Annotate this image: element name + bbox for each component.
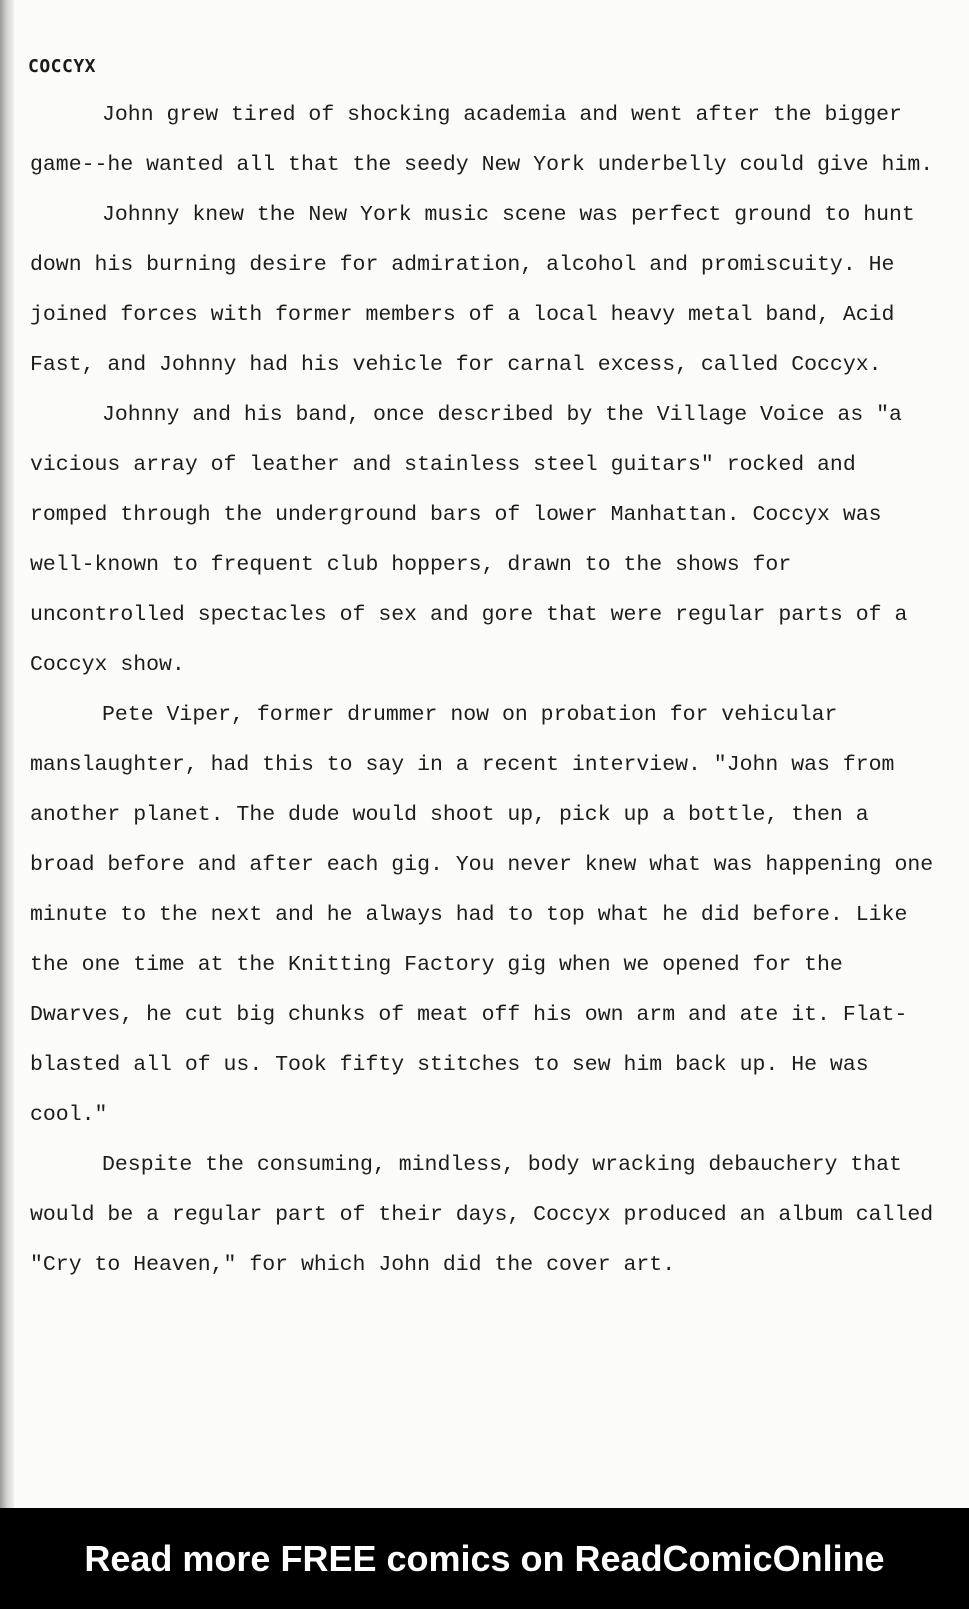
paragraph: Pete Viper, former drummer now on probation for vehicular manslaughter, had this to say in a recent interview. "John was from another planet. The dude would shoot up, pick up a bottle, then a broad before and after each gig. You never knew what was happening one minute to the next and he always had to top what he did before. Like the one time at the Knitting Factory gig when we opened for the Dwarves, he cut big chunks of meat off his own arm and ate it. Flat-blasted all of us. Took fifty stitches to sew him back up. He was cool." (30, 703, 934, 1127)
paragraph: John grew tired of shocking academia and went after the bigger game--he wanted all that the seedy New York underbelly could give him. (30, 103, 934, 177)
page-binding-shadow (0, 0, 14, 1508)
section-heading: COCCYX (28, 56, 97, 77)
promo-banner[interactable] (0, 1508, 969, 1609)
promo-banner-link[interactable]: Read more FREE comics on ReadComicOnline (84, 1537, 885, 1579)
body-text (30, 90, 940, 1290)
paragraph: Johnny and his band, once described by the Village Voice as "a vicious array of leather and stainless steel guitars" rocked and romped through the underground bars of lower Manhattan. Coccyx was well-known to frequent club hoppers, drawn to the shows for uncontrolled spectacles of sex and gore that were regular parts of a Coccyx show. (30, 403, 908, 677)
paragraph: Despite the consuming, mindless, body wracking debauchery that would be a regular part of their days, Coccyx produced an album called "Cry to Heaven," for which John did the cover art. (30, 1153, 934, 1277)
paragraph: Johnny knew the New York music scene was perfect ground to hunt down his burning desire for admiration, alcohol and promiscuity. He joined forces with former members of a local heavy metal band, Acid Fast, and Johnny had his vehicle for carnal excess, called Coccyx. (30, 203, 915, 377)
